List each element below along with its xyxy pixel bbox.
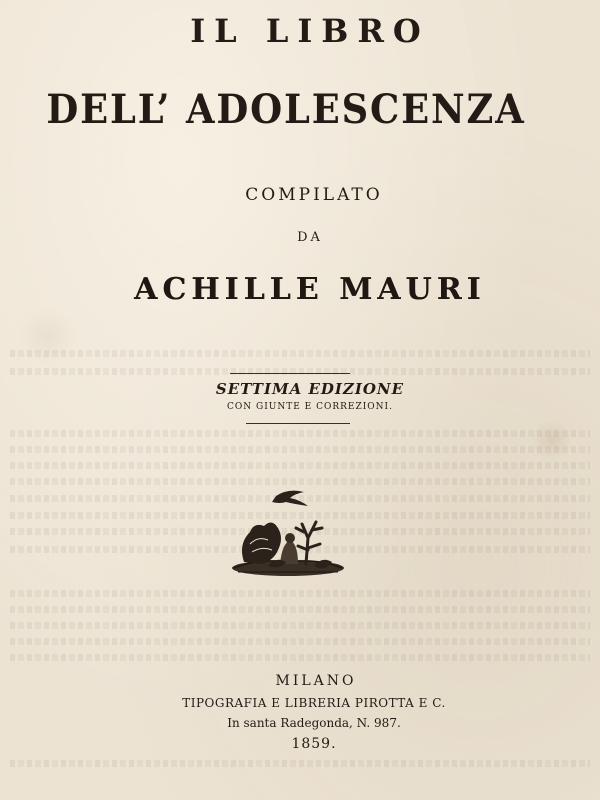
imprint-year: 1859. (291, 736, 337, 752)
author-name: ACHILLE MAURI (134, 272, 486, 307)
edition-rule-top (230, 373, 350, 374)
imprint-printer: TIPOGRAFIA E LIBRERIA PIROTTA E C. (182, 696, 446, 710)
edition-rule-bottom (246, 423, 350, 424)
compiled-label: COMPILATO (245, 185, 383, 205)
title-line-1: IL LIBRO (190, 12, 430, 50)
by-label: DA (297, 230, 323, 245)
printer-vignette-icon (228, 488, 348, 580)
title-line-2: DELL’ ADOLESCENZA (46, 86, 526, 133)
additions-label: CON GIUNTE E CORREZIONI. (227, 402, 393, 412)
imprint-address: In santa Radegonda, N. 987. (227, 716, 401, 730)
imprint-city: MILANO (275, 673, 357, 689)
edition-label: SETTIMA EDIZIONE (215, 380, 405, 398)
